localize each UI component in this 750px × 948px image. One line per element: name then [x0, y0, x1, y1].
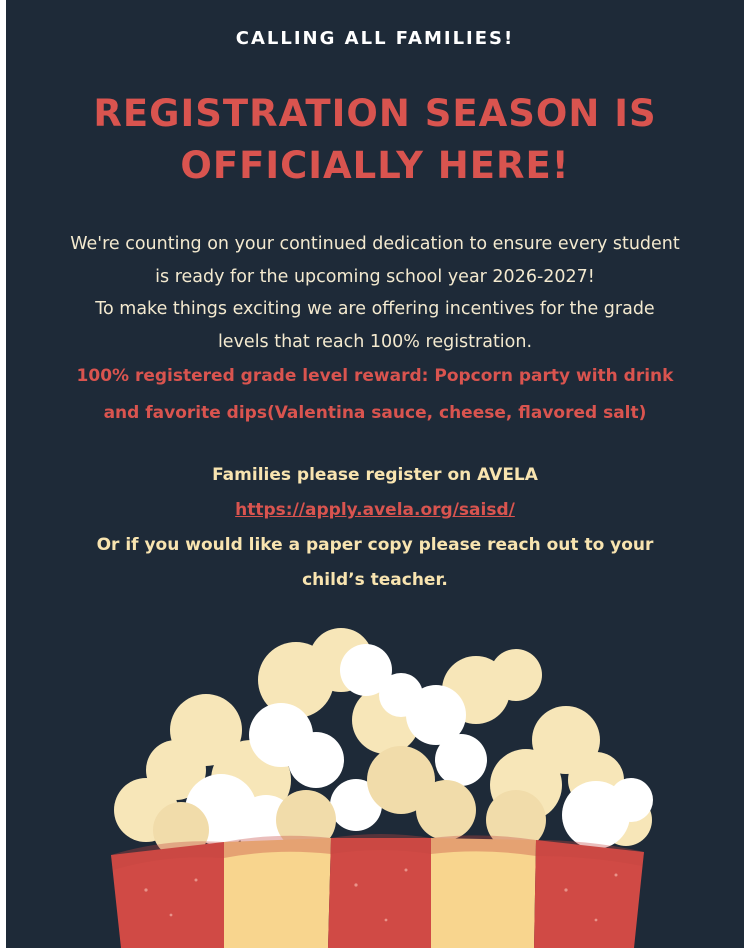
- intro-line: To make things exciting we are offering incentives for the grade: [95, 299, 655, 319]
- registration-flyer: [6, 0, 744, 948]
- headline-line: REGISTRATION SEASON IS: [93, 92, 657, 135]
- reward-text: [20, 358, 730, 432]
- avela-registration-link[interactable]: https://apply.avela.org/saisd/: [235, 500, 515, 520]
- register-instruction: Families please register on AVELA: [212, 465, 538, 485]
- paper-copy-line: Or if you would like a paper copy please reach out to your: [96, 535, 654, 555]
- intro-line: is ready for the upcoming school year 2026-2027!: [155, 266, 595, 287]
- paper-copy-line: child’s teacher.: [302, 570, 448, 590]
- headline: [6, 88, 744, 192]
- call-to-action: [20, 458, 730, 598]
- headline-line: OFFICIALLY HERE!: [180, 144, 570, 187]
- intro-paragraph: [20, 228, 730, 358]
- kicker-heading: CALLING ALL FAMILIES!: [235, 28, 515, 49]
- intro-line: We're counting on your continued dedication to ensure every student: [70, 234, 680, 254]
- reward-line: and favorite dips(Valentina sauce, cheese, flavored salt): [103, 403, 647, 423]
- reward-line: 100% registered grade level reward: Popcorn party with drink: [76, 366, 674, 386]
- popcorn-bucket-icon: [6, 620, 744, 948]
- intro-line: levels that reach 100% registration.: [217, 331, 533, 352]
